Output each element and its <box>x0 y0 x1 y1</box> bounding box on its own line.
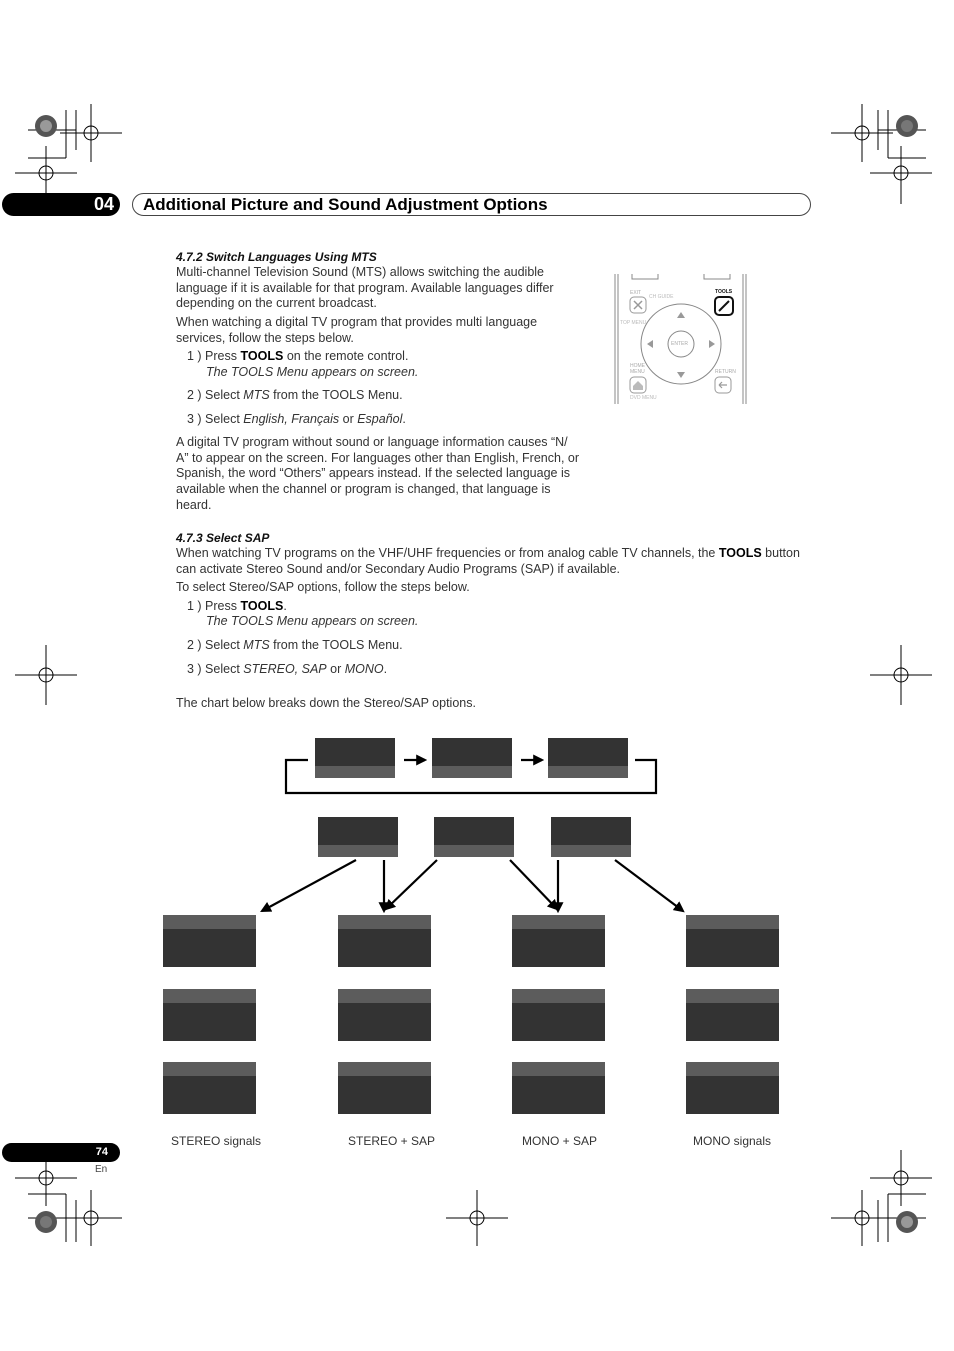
sap-paragraph-1 <box>176 546 816 577</box>
target-mark <box>831 104 893 162</box>
sap-paragraph-2: To select Stereo/SAP options, follow the steps below. <box>176 580 470 594</box>
text-line: language if it is available for that program. Available languages differ <box>176 280 554 295</box>
text-line: When watching a digital TV program that provides multi language <box>176 315 538 329</box>
step-text: from the TOOLS Menu. <box>269 388 403 402</box>
screen-bar <box>338 989 431 1003</box>
screen-bar <box>163 1062 256 1076</box>
screen-bar <box>548 766 628 778</box>
screen-box <box>163 1062 256 1114</box>
screen-box <box>318 817 398 857</box>
remote-label-return: RETURN <box>715 369 736 375</box>
screen-box <box>434 817 514 857</box>
screen-bar <box>163 989 256 1003</box>
mts-paragraph-1 <box>176 265 596 312</box>
language-code: En <box>95 1164 108 1175</box>
text-line: Multi-channel Television Sound (MTS) allows switching the audible <box>176 265 545 279</box>
text-line: Spanish, the word “Others” appears instead. If the selected language is <box>176 466 570 481</box>
step-text: or <box>326 662 345 676</box>
page-number: 74 <box>2 1143 120 1162</box>
text-line <box>176 546 816 562</box>
mts-paragraph-3 <box>176 435 596 514</box>
step-text: from the TOOLS Menu. <box>269 638 403 652</box>
caption-mono-signals: MONO signals <box>693 1134 772 1148</box>
step-text: 2 ) Select <box>187 638 244 652</box>
target-mark <box>870 645 932 705</box>
remote-label-topmenu: TOP MENU <box>620 320 647 326</box>
screen-bar <box>338 915 431 929</box>
text-line: services, follow the steps below. <box>176 330 354 345</box>
remote-illustration <box>612 270 750 406</box>
step-keyword: TOOLS <box>240 599 284 613</box>
target-mark <box>870 1150 932 1206</box>
text-line: can activate Stereo Sound and/or Secondary Audio Programs (SAP) if available. <box>176 561 621 576</box>
screen-box <box>512 989 605 1041</box>
screen-bar <box>318 845 398 857</box>
remote-label-enter: ENTER <box>671 341 688 347</box>
screen-bar <box>163 915 256 929</box>
step-keyword: MONO <box>344 662 384 676</box>
remote-label-chguide: CH GUIDE <box>649 294 674 300</box>
step-text: . <box>283 599 287 613</box>
screen-box <box>163 989 256 1041</box>
step-text: or <box>339 412 358 426</box>
screen-box <box>512 1062 605 1114</box>
step-text: . <box>402 412 406 426</box>
mts-step-1 <box>187 349 408 363</box>
screen-box <box>432 738 512 778</box>
screen-box <box>163 915 256 967</box>
step-keyword: MTS <box>243 388 270 402</box>
arrow-down-icon <box>677 372 685 378</box>
arrow-up-icon <box>677 312 685 318</box>
screen-bar <box>315 766 395 778</box>
mts-step-3 <box>187 412 406 426</box>
step-text: 1 ) Press <box>187 349 241 363</box>
screen-bar <box>686 915 779 929</box>
target-mark <box>60 104 122 162</box>
section-heading-sap: 4.7.3 Select SAP <box>176 531 270 545</box>
step-text: on the remote control. <box>283 349 409 363</box>
screen-bar <box>551 845 631 857</box>
chapter-number: 04 <box>2 193 120 216</box>
target-mark <box>831 1190 893 1246</box>
screen-bar <box>338 1062 431 1076</box>
screen-box <box>548 738 628 778</box>
step-keyword: Español <box>357 412 403 426</box>
text-line: depending on the current broadcast. <box>176 296 377 311</box>
mts-step-1-note: The TOOLS Menu appears on screen. <box>206 365 419 379</box>
step-keyword: TOOLS <box>240 349 284 363</box>
step-keyword: STEREO, SAP <box>243 662 327 676</box>
sap-step-2 <box>187 638 403 652</box>
caption-mono-sap: MONO + SAP <box>522 1134 598 1148</box>
screen-bar <box>686 989 779 1003</box>
arrow-right-icon <box>709 340 715 348</box>
step-keyword: English, Français <box>243 412 340 426</box>
text-span: button <box>761 546 800 560</box>
step-text: 3 ) Select <box>187 412 244 426</box>
step-text: 2 ) Select <box>187 388 244 402</box>
screen-box <box>686 989 779 1041</box>
screen-bar <box>432 766 512 778</box>
section-heading-mts: 4.7.2 Switch Languages Using MTS <box>176 250 377 264</box>
remote-label-tools: TOOLS <box>715 289 733 295</box>
arrow-left-icon <box>647 340 653 348</box>
screen-box <box>686 1062 779 1114</box>
sap-step-1-note: The TOOLS Menu appears on screen. <box>206 614 419 628</box>
remote-label-exit: EXIT <box>630 290 642 296</box>
screen-box <box>338 1062 431 1114</box>
text-line: A digital TV program without sound or language information causes “N/ <box>176 435 568 449</box>
target-mark <box>870 146 932 204</box>
screen-box <box>315 738 395 778</box>
remote-label-dvdmenu: DVD MENU <box>630 395 657 401</box>
caption-stereo-signals: STEREO signals <box>171 1134 262 1148</box>
chapter-title: Additional Picture and Sound Adjustment Options <box>132 193 811 216</box>
screen-bar <box>512 989 605 1003</box>
remote-label-homemenu: HOME MENU <box>630 363 645 375</box>
target-mark <box>15 645 77 705</box>
target-mark <box>60 1190 122 1246</box>
mts-paragraph-2 <box>176 315 596 346</box>
screen-bar <box>512 915 605 929</box>
screen-box <box>338 915 431 967</box>
text-line: heard. <box>176 497 212 512</box>
mts-step-2 <box>187 388 403 402</box>
text-keyword: TOOLS <box>718 546 762 560</box>
chart-intro: The chart below breaks down the Stereo/SAP options. <box>176 696 476 710</box>
sap-step-3 <box>187 662 387 676</box>
step-text: 3 ) Select <box>187 662 244 676</box>
caption-stereo-sap: STEREO + SAP <box>348 1134 436 1148</box>
screen-bar <box>434 845 514 857</box>
screen-box <box>551 817 631 857</box>
target-mark <box>446 1190 508 1246</box>
step-text: . <box>383 662 388 676</box>
text-line: available when the channel or program is changed, that language is <box>176 482 551 497</box>
step-keyword: MTS <box>243 638 270 652</box>
step-text: 1 ) Press <box>187 599 241 613</box>
text-span: When watching TV programs on the VHF/UHF frequencies or from analog cable TV channels, the <box>176 546 719 560</box>
screen-box <box>512 915 605 967</box>
text-line: A” to appear on the screen. For languages other than English, French, or <box>176 450 580 465</box>
screen-box <box>338 989 431 1041</box>
sap-step-1 <box>187 599 287 613</box>
screen-bar <box>512 1062 605 1076</box>
screen-box <box>686 915 779 967</box>
screen-bar <box>686 1062 779 1076</box>
